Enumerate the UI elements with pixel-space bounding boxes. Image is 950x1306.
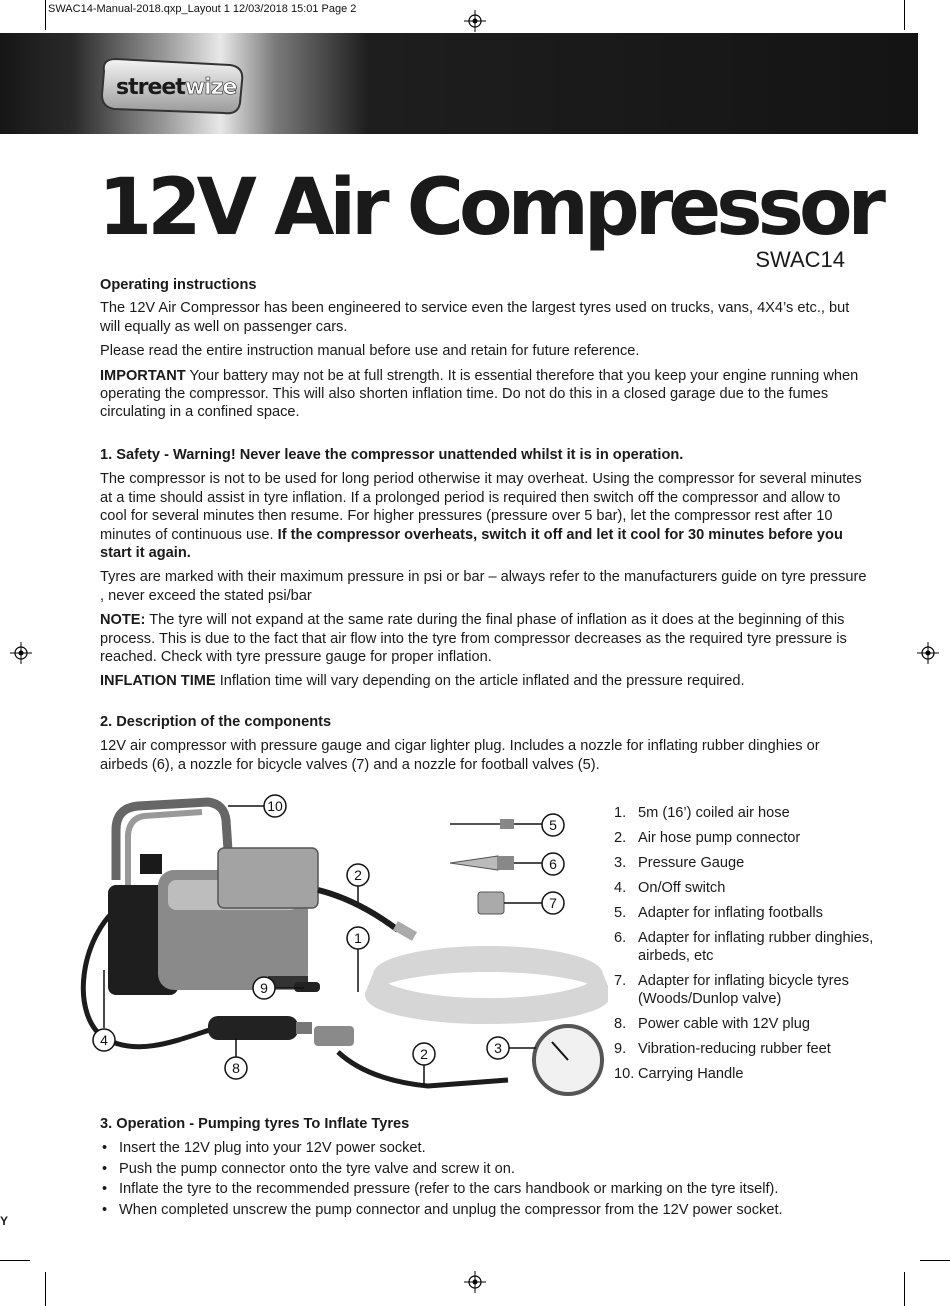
registration-mark-icon [10, 642, 32, 664]
compressor-illustration [68, 790, 608, 1100]
item-label: Adapter for inflating rubber dinghies, airbeds, etc [638, 930, 874, 964]
item-label: Pressure Gauge [638, 855, 745, 871]
item-label: Adapter for inflating footballs [638, 905, 823, 921]
crop-mark [904, 0, 905, 30]
registration-mark-icon [464, 1271, 486, 1293]
item-label: Air hose pump connector [638, 830, 801, 846]
item-number: 7. [614, 973, 627, 989]
safety-paragraph-2: Tyres are marked with their maximum pressure in psi or bar – always refer to the manufacturers guide on tyre pressure , never exceed the stated psi/bar [100, 569, 867, 604]
description-section [100, 713, 870, 780]
bicycle-adapter-shape [478, 892, 504, 914]
item-number: 1. [614, 805, 627, 821]
print-slug: SWAC14-Manual-2018.qxp_Layout 1 12/03/2018 15:01 Page 2 [48, 3, 357, 15]
list-item [614, 804, 884, 822]
item-number: 5. [614, 905, 627, 921]
on-off-switch-shape [140, 854, 162, 874]
inflation-time-paragraph [100, 672, 870, 690]
item-number: 9. [614, 1041, 627, 1057]
cigar-plug-shape [208, 1016, 298, 1040]
model-number: SWAC14 [755, 247, 845, 272]
registration-mark-icon [917, 642, 939, 664]
crop-mark [45, 0, 46, 30]
description-paragraph: 12V air compressor with pressure gauge and cigar lighter plug. Includes a nozzle for inflating rubber dinghies or airbeds (6), a nozzle for bicycle valves (7) and a nozzle for football valves (5). [100, 738, 820, 773]
safety-text: The compressor is not to be used for long period otherwise it may overheat. Using the compressor for several minutes at a time should assist in tyre inflation. If a prolonged period is required then switch off the compressor and allow to cool for several minutes then resume. For higher pressures (pressure over 5 bar), let the compressor rest after 10 minutes of continuous use. [100, 471, 862, 543]
item-number: 4. [614, 880, 627, 896]
operating-paragraph-2: Please read the entire instruction manual before use and retain for future reference. [100, 343, 640, 360]
inflation-time-text: Inflation time will vary depending on the article inflated and the pressure required. [215, 673, 745, 690]
callout-label: 9 [260, 980, 268, 996]
coiled-hose-shape [368, 949, 608, 1021]
safety-section [100, 446, 870, 697]
logo-wordmark [116, 75, 236, 100]
logo-part-street: street [116, 75, 185, 100]
operating-paragraph-1: The 12V Air Compressor has been engineered to service even the largest tyres used on trucks, vans, 4X4’s etc., but will equally as well on passenger cars. [100, 300, 850, 335]
components-list [614, 804, 884, 1090]
rubber-foot-shape [294, 982, 320, 992]
callout-label: 3 [494, 1040, 502, 1056]
dinghy-adapter-shape [450, 856, 498, 870]
callout-label: 8 [232, 1060, 240, 1076]
safety-heading: 1. Safety - Warning! Never leave the compressor unattended whilst it is in operation. [100, 447, 684, 463]
operation-steps [100, 1138, 880, 1220]
hose-connector-shape [393, 921, 417, 941]
item-label: Vibration-reducing rubber feet [638, 1041, 831, 1057]
important-text: Your battery may not be at full strength. It is essential therefore that you keep your engine running when operating the compressor. This will also shorten inflation time. Do not do this in a closed garage due to the fumes circulating in a confined space. [100, 367, 859, 421]
operation-heading: 3. Operation - Pumping tyres To Inflate Tyres [100, 1116, 410, 1132]
operating-paragraph-important [100, 367, 870, 422]
item-label: Power cable with 12V plug [638, 1016, 810, 1032]
safety-warning-bold: If the compressor overheats, switch it off and let it cool for 30 minutes before you start it again. [100, 526, 843, 562]
list-item: • When completed unscrew the pump connector and unplug the compressor from the 12V power socket. [100, 1200, 880, 1221]
cigar-plug-tip-shape [296, 1022, 312, 1034]
dinghy-adapter-base-shape [498, 856, 514, 870]
list-item [614, 904, 884, 922]
list-item [614, 854, 884, 872]
item-number: 6. [614, 930, 627, 946]
callout-label: 10 [267, 798, 283, 814]
edge-mark: Y [0, 1214, 9, 1228]
description-heading: 2. Description of the components [100, 714, 332, 730]
list-item [614, 829, 884, 847]
operating-section [100, 276, 870, 428]
operation-section [100, 1116, 880, 1220]
item-label: 5m (16’) coiled air hose [638, 805, 790, 821]
callout-label: 1 [354, 930, 362, 946]
brand-logo [98, 51, 248, 119]
crop-mark [45, 1272, 46, 1306]
operating-heading: Operating instructions [100, 277, 257, 293]
list-item: • Inflate the tyre to the recommended pressure (refer to the cars handbook or marking on the tyre itself). [100, 1179, 880, 1200]
note-label: NOTE: [100, 612, 146, 629]
callout-label: 6 [549, 856, 557, 872]
crop-mark [0, 1260, 30, 1261]
item-number: 3. [614, 855, 627, 871]
list-item: • Insert the 12V plug into your 12V power socket. [100, 1138, 880, 1159]
list-item [614, 879, 884, 897]
compressor-diagram [68, 790, 608, 1100]
crop-mark [920, 1260, 950, 1261]
pump-connector-shape [314, 1026, 354, 1046]
item-label: Adapter for inflating bicycle tyres (Woods/Dunlop valve) [638, 973, 849, 1007]
callout-label: 2 [420, 1046, 428, 1062]
list-item [614, 929, 884, 965]
item-number: 2. [614, 830, 627, 846]
list-item [614, 1015, 884, 1033]
callout-label: 4 [100, 1032, 108, 1048]
list-item [614, 972, 884, 1008]
list-item [614, 1065, 884, 1083]
callout-label: 2 [354, 867, 362, 883]
logo-part-wize: wize [184, 75, 237, 100]
cylinder-head-shape [218, 848, 318, 908]
item-label: On/Off switch [638, 880, 726, 896]
important-label: IMPORTANT [100, 367, 186, 384]
callout-label: 7 [549, 895, 557, 911]
note-paragraph [100, 611, 870, 666]
crop-mark [904, 1272, 905, 1306]
callout-label: 5 [549, 817, 557, 833]
note-text: The tyre will not expand at the same rate during the final phase of inflation as it does at the beginning of this process. This is due to the fact that air flow into the tyre from compressor decreases as the required tyre pressure is reached. Check with tyre pressure gauge for proper inflation. [100, 612, 847, 666]
list-item [614, 1040, 884, 1058]
item-number: 10. [614, 1066, 635, 1082]
safety-paragraph-1 [100, 470, 870, 562]
page-title: 12V Air Compressor [98, 163, 882, 253]
inflation-time-label: INFLATION TIME [100, 673, 216, 690]
list-item: • Push the pump connector onto the tyre valve and screw it on. [100, 1159, 880, 1180]
item-label: Carrying Handle [638, 1066, 744, 1082]
football-adapter-base-shape [500, 819, 514, 829]
registration-mark-icon [464, 10, 486, 32]
item-number: 8. [614, 1016, 627, 1032]
